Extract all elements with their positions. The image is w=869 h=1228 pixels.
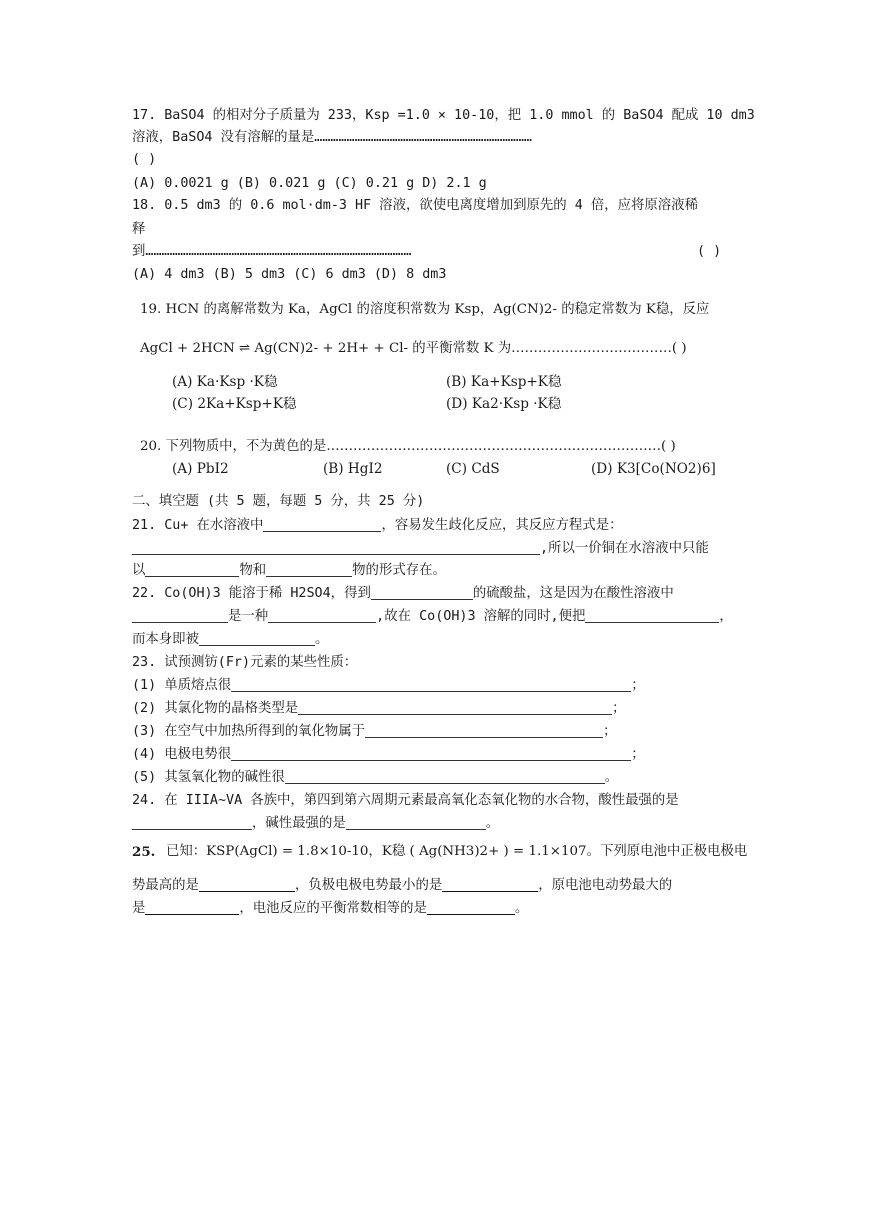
q18-line3: 到……………………………………………………………………………………… xyxy=(132,244,412,259)
q23-blank-1[interactable] xyxy=(231,677,631,692)
q20-option-d: (D) K3[Co(NO2)6] xyxy=(591,461,716,477)
q21-blank-4[interactable] xyxy=(266,562,352,577)
q22-blank-2[interactable] xyxy=(132,608,228,623)
q24-line2 xyxy=(132,814,499,834)
q25-blank-4[interactable] xyxy=(427,899,515,915)
q23-item-4-label: (4) 电极电势很 xyxy=(132,747,232,762)
q24-text-b: 。 xyxy=(485,816,500,831)
q23-item-3 xyxy=(132,722,617,742)
q25-number: 25. xyxy=(132,844,156,860)
q23-stem: 23. 试预测钫(Fr)元素的某些性质： xyxy=(132,655,358,670)
q20-option-b: (B) HgI2 xyxy=(323,461,383,477)
q18-line2: 释 xyxy=(132,222,146,237)
q22-text-g: 。 xyxy=(314,632,329,647)
q25-blank-3[interactable] xyxy=(145,899,239,915)
q25-text-f: 。 xyxy=(514,901,529,916)
q25-text-a: 势最高的是 xyxy=(132,878,199,893)
q25-blank-2[interactable] xyxy=(442,876,538,892)
q22-blank-5[interactable] xyxy=(199,631,315,646)
q22-text-c: 是一种 xyxy=(228,609,269,624)
q25-blank-1[interactable] xyxy=(199,876,295,892)
q23-item-2 xyxy=(132,699,626,719)
q18-answer-paren: ( ) xyxy=(697,244,722,259)
q20-stem: 20. 下列物质中，不为黄色的是…………………………………………………………………( ) xyxy=(140,439,676,454)
q22-line3 xyxy=(132,630,328,650)
q23-blank-2[interactable] xyxy=(298,700,612,715)
q19-option-c: (C) 2Ka+Ksp+K稳 xyxy=(172,396,297,412)
section-2-heading: 二、填空题 (共 5 题，每题 5 分，共 25 分) xyxy=(132,494,425,509)
q21-line2 xyxy=(132,539,709,559)
q23-blank-4[interactable] xyxy=(231,746,631,761)
q25-text-b: ，负极电极电势最小的是 xyxy=(294,878,443,893)
q25-line3 xyxy=(132,899,528,919)
q22-blank-4[interactable] xyxy=(585,608,719,623)
q22-text-f: 而本身即被 xyxy=(132,632,199,647)
q17-line1: 17. BaSO4 的相对分子质量为 233，Ksp =1.0 × 10-10，把 1.0 mmol 的 BaSO4 配成 10 dm3 xyxy=(132,108,755,123)
q23-item-1-end: ； xyxy=(631,678,645,693)
q23-item-5-label: (5) 其氢氧化物的碱性很 xyxy=(132,770,285,785)
q19-option-a: (A) Ka·Ksp ·K稳 xyxy=(172,374,278,390)
q20-option-c: (C) CdS xyxy=(446,461,500,477)
q17-line2: 溶液，BaSO4 没有溶解的量是……………………………………………………………………… xyxy=(132,130,532,145)
q23-item-2-end: ； xyxy=(612,701,626,716)
q18-line1: 18. 0.5 dm3 的 0.6 mol·dm-3 HF 溶液，欲使电离度增加到原先的 4 倍，应将原溶液稀 xyxy=(132,198,698,213)
q22-text-d: ,故在 Co(OH)3 溶解的同时,便把 xyxy=(376,609,586,624)
q25-text-d: 是 xyxy=(132,901,146,916)
q22-line2 xyxy=(132,607,733,627)
q22-line1 xyxy=(132,584,674,604)
q21-text-c: ,所以一价铜在水溶液中只能 xyxy=(540,541,709,556)
q23-item-2-label: (2) 其氯化物的晶格类型是 xyxy=(132,701,299,716)
q19-option-d: (D) Ka2·Ksp ·K稳 xyxy=(446,396,562,412)
q22-blank-1[interactable] xyxy=(371,585,473,600)
q23-item-4-end: ； xyxy=(631,747,645,762)
q17-options: (A) 0.0021 g (B) 0.021 g (C) 0.21 g D) 2.1 g xyxy=(132,176,487,191)
q21-text-e: 物和 xyxy=(239,563,267,578)
q25-text-c: ，原电池电动势最大的 xyxy=(538,878,673,893)
q22-text-b: 的硫酸盐，这是因为在酸性溶液中 xyxy=(472,586,674,601)
q23-item-3-label: (3) 在空气中加热所得到的氧化物属于 xyxy=(132,724,366,739)
q20-option-a: (A) PbI2 xyxy=(172,461,229,477)
q21-text-f: 物的形式存在。 xyxy=(352,563,446,578)
q24-line1: 24. 在 IIIA~VA 各族中，第四到第六周期元素最高氧化态氧化物的水合物，酸性最强的是 xyxy=(132,793,679,808)
q19-stem: 19. HCN 的离解常数为 Ka，AgCl 的溶度积常数为 Ksp，Ag(CN)2- 的稳定常数为 K稳，反应 xyxy=(140,302,710,317)
q25-line2 xyxy=(132,876,672,896)
q23-blank-3[interactable] xyxy=(365,723,603,738)
q21-text-a: 21. Cu+ 在水溶液中 xyxy=(132,518,264,533)
q23-item-5-end: 。 xyxy=(604,770,619,785)
q21-line1 xyxy=(132,516,622,536)
q24-text-a: ，碱性最强的是 xyxy=(252,816,346,831)
q25-text-e: ，电池反应的平衡常数相等的是 xyxy=(239,901,427,916)
q25-line1: 已知：KSP(AgCl) = 1.8×10-10，K稳 ( Ag(NH3)2+ ) = 1.1×107。下列原电池中正极电极电 xyxy=(166,844,748,859)
q21-text-b: ，容易发生歧化反应，其反应方程式是： xyxy=(381,518,623,533)
q22-blank-3[interactable] xyxy=(268,608,376,623)
q23-item-3-end: ； xyxy=(603,724,617,739)
q23-item-5 xyxy=(132,768,618,788)
q19-reaction: AgCl + 2HCN ⇌ Ag(CN)2- + 2H+ + Cl- 的平衡常数 K 为………………………………( ) xyxy=(140,341,687,356)
q19-option-b: (B) Ka+Ksp+K稳 xyxy=(446,374,562,390)
q17-answer-paren: ( ) xyxy=(132,152,157,167)
q18-options: (A) 4 dm3 (B) 5 dm3 (C) 6 dm3 (D) 8 dm3 xyxy=(132,267,447,282)
q23-blank-5[interactable] xyxy=(285,769,605,784)
q22-text-a: 22. Co(OH)3 能溶于稀 H2SO4，得到 xyxy=(132,586,371,601)
q23-item-1 xyxy=(132,676,645,696)
q21-blank-3[interactable] xyxy=(145,562,239,577)
q22-text-e: ， xyxy=(719,609,733,624)
q23-item-4 xyxy=(132,745,645,765)
q23-item-1-label: (1) 单质熔点很 xyxy=(132,678,232,693)
q24-blank-2[interactable] xyxy=(346,815,486,830)
q21-text-d: 以 xyxy=(132,563,146,578)
q21-blank-1[interactable] xyxy=(263,517,381,532)
q21-line3 xyxy=(132,561,446,581)
q21-blank-2[interactable] xyxy=(132,540,540,555)
q24-blank-1[interactable] xyxy=(132,815,252,830)
